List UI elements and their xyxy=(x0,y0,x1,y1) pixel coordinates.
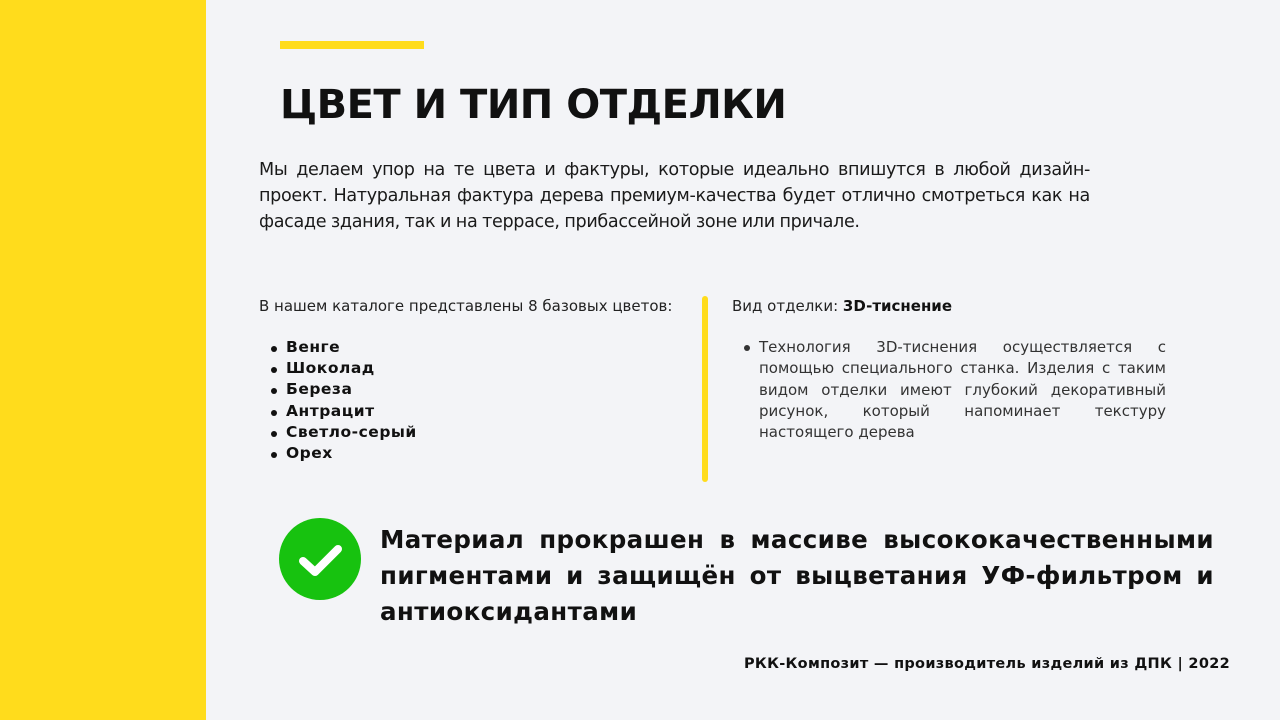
footer-caption: РКК-Композит — производитель изделий из ДПК | 2022 xyxy=(743,656,1230,672)
intro-paragraph: Мы делаем упор на те цвета и фактуры, которые идеально впишутся в любой дизайн-проект. Натуральная фактура дерева премиум-качества будет отлично смотреться как на фасаде здания, так и на террасе, прибассейной зоне или причале. xyxy=(259,160,1090,232)
finish-label-value: 3D-тиснение xyxy=(842,297,952,315)
colors-column xyxy=(259,295,699,464)
page-title: ЦВЕТ И ТИП ОТДЕЛКИ xyxy=(280,82,787,128)
color-item: Светло-серый xyxy=(286,422,699,443)
color-item: Береза xyxy=(286,379,699,400)
yellow-side-band xyxy=(0,0,206,720)
column-divider xyxy=(702,296,708,482)
checkmark-icon xyxy=(279,518,361,600)
finish-column xyxy=(732,295,1166,443)
color-item: Орех xyxy=(286,443,699,464)
check-circle-icon xyxy=(279,518,361,600)
colors-heading: В нашем каталоге представлены 8 базовых цветов: xyxy=(259,297,673,315)
finish-label-prefix: Вид отделки: xyxy=(732,297,843,315)
finish-list xyxy=(732,337,1166,443)
finish-heading xyxy=(732,295,1166,317)
material-claim: Материал прокрашен в массиве высококачественными пигментами и защищён от выцветания УФ-фильтром и антиоксидантами xyxy=(380,525,1214,626)
color-item: Шоколад xyxy=(286,358,699,379)
color-item: Антрацит xyxy=(286,401,699,422)
title-accent-line xyxy=(280,41,424,49)
finish-description: Технология 3D-тиснения осуществляется с помощью специального станка. Изделия с таким видом отделки имеют глубокий декоративный рисунок, который напоминает текстуру настоящего дерева xyxy=(759,337,1166,443)
colors-list xyxy=(259,337,699,464)
color-item: Венге xyxy=(286,337,699,358)
